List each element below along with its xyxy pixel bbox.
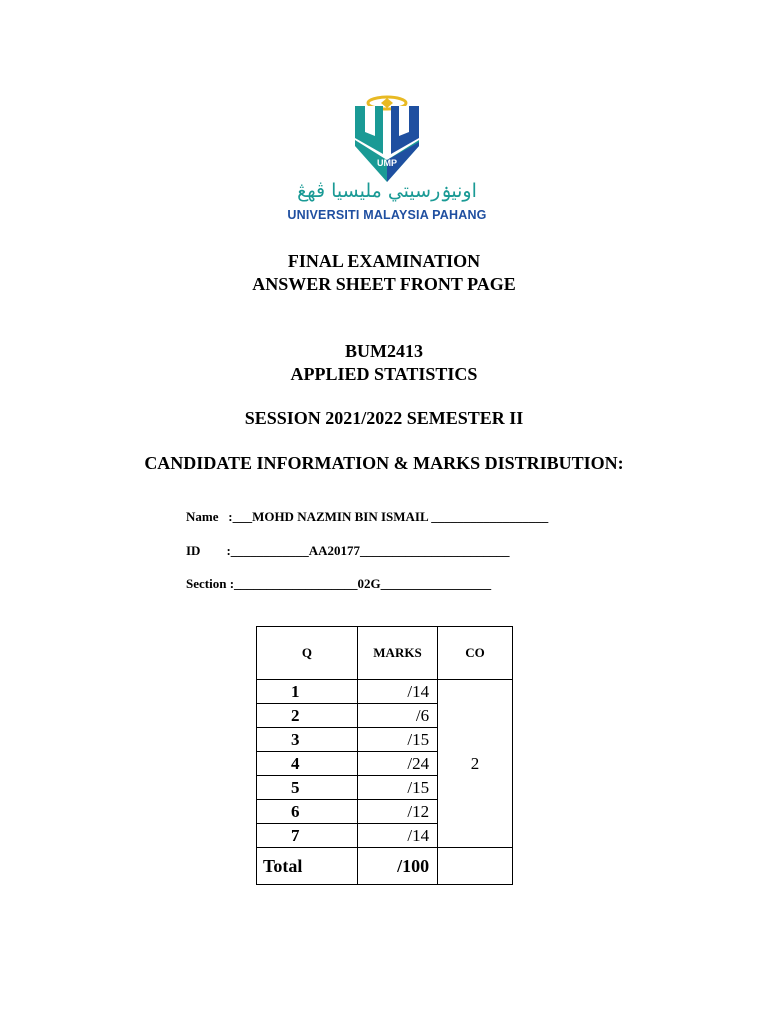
question-number: 3 <box>257 728 358 752</box>
question-marks: /12 <box>357 800 437 824</box>
question-marks: /15 <box>357 776 437 800</box>
candidate-id-line: ID :____________AA20177_______________________ <box>186 543 510 558</box>
marks-header: MARKS <box>357 627 437 680</box>
university-logo <box>287 92 487 224</box>
svg-text:UMP: UMP <box>377 158 397 168</box>
question-number: 1 <box>257 680 358 704</box>
session-info: SESSION 2021/2022 SEMESTER II <box>244 408 524 428</box>
question-number: 4 <box>257 752 358 776</box>
co-value: 2 <box>438 680 513 848</box>
question-marks: /6 <box>357 704 437 728</box>
total-co-cell <box>438 848 513 885</box>
co-header: CO <box>438 627 513 680</box>
question-number: 6 <box>257 800 358 824</box>
question-marks: /15 <box>357 728 437 752</box>
candidate-name-line: Name :___MOHD NAZMIN BIN ISMAIL __________________ <box>186 509 549 524</box>
q-header: Q <box>257 627 358 680</box>
section-title: CANDIDATE INFORMATION & MARKS DISTRIBUTION: <box>144 453 624 473</box>
exam-title: FINAL EXAMINATION <box>287 251 481 271</box>
question-number: 7 <box>257 824 358 848</box>
marks-table-header <box>257 627 513 680</box>
table-row <box>257 680 513 704</box>
course-name: APPLIED STATISTICS <box>290 364 478 384</box>
total-row <box>257 848 513 885</box>
course-code: BUM2413 <box>345 341 423 361</box>
total-label: Total <box>257 848 358 885</box>
university-name: UNIVERSITI MALAYSIA PAHANG <box>287 208 487 222</box>
ump-crest-icon <box>353 92 421 184</box>
candidate-section-line: Section :___________________02G_________________ <box>186 576 492 591</box>
question-number: 2 <box>257 704 358 728</box>
exam-subtitle: ANSWER SHEET FRONT PAGE <box>252 274 516 294</box>
question-marks: /24 <box>357 752 437 776</box>
marks-table <box>256 626 513 885</box>
question-marks: /14 <box>357 680 437 704</box>
university-name-jawi: اونيۏرسيتي مليسيا ڤهڠ <box>297 180 477 202</box>
question-number: 5 <box>257 776 358 800</box>
question-marks: /14 <box>357 824 437 848</box>
total-marks: /100 <box>357 848 437 885</box>
